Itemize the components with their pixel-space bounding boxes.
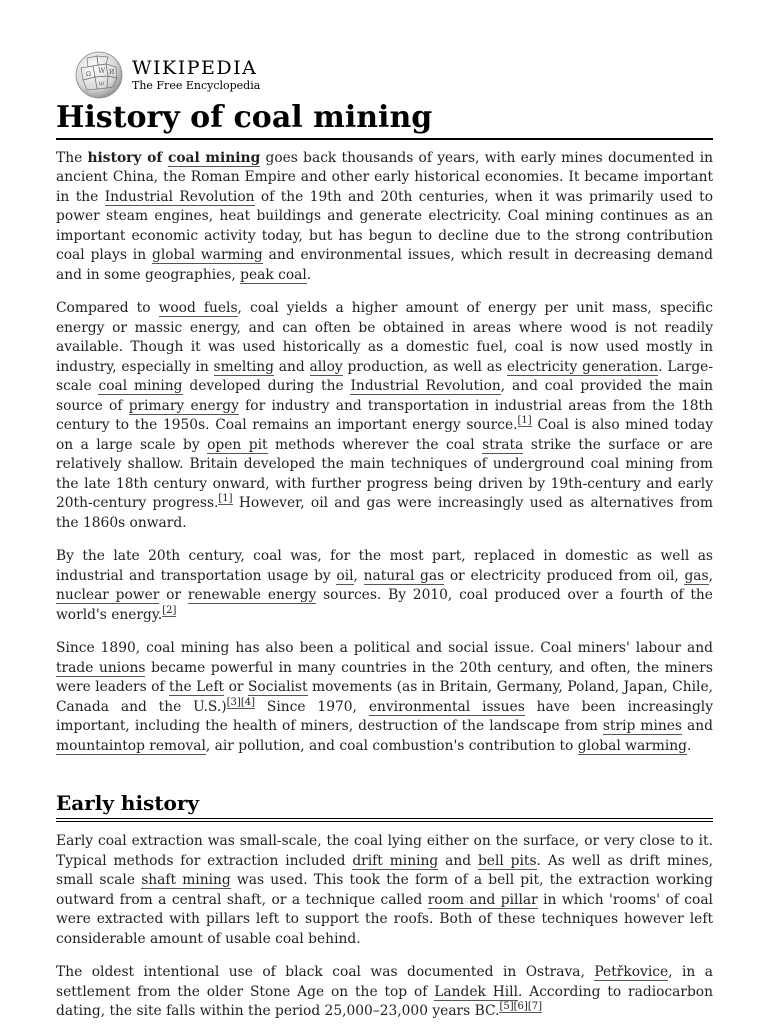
text-run: and: [438, 852, 478, 869]
text-run: .: [306, 266, 312, 283]
article-link[interactable]: coal mining: [167, 149, 261, 166]
text-run: , in a settlement from the older Stone Age on the top of: [56, 964, 714, 1000]
citation-link[interactable]: [1]: [218, 493, 233, 505]
svg-text:И: И: [109, 69, 115, 76]
text-run: The: [56, 149, 88, 166]
article-paragraph: [56, 149, 713, 286]
text-run: or: [224, 679, 248, 695]
article-link[interactable]: environmental issues: [368, 698, 525, 715]
text-run: and: [273, 358, 310, 375]
text-run: methods wherever the coal: [267, 436, 483, 453]
article-link[interactable]: oil: [336, 567, 354, 584]
article-link[interactable]: bell pits: [477, 852, 537, 869]
citation-link[interactable]: [1]: [517, 415, 532, 427]
article-link[interactable]: Industrial Revolution: [350, 378, 501, 394]
page-title: History of coal mining: [56, 100, 713, 140]
text-run: .: [687, 737, 692, 754]
article-link[interactable]: gas: [684, 567, 709, 584]
citation-ref[interactable]: [499, 1001, 513, 1013]
article-link[interactable]: shaft mining: [141, 872, 231, 888]
text-run: ,: [708, 567, 713, 584]
article-link[interactable]: drift mining: [352, 852, 439, 869]
svg-text:Ω: Ω: [86, 71, 91, 78]
article-page: [56, 50, 713, 1036]
citation-ref[interactable]: [518, 415, 532, 427]
citation-ref[interactable]: [218, 493, 232, 505]
text-run: was used. This took the form of a bell pit, the extraction working outward from a central shaft, or a technique called: [56, 872, 713, 908]
text-run: goes back thousands of years, with early mines documented in ancient China, the Roman Empire and other early historical economies. It became important in the: [56, 149, 714, 205]
article-body: [56, 149, 713, 1022]
text-run: , and coal provided the main source of: [56, 378, 714, 414]
citation-ref[interactable]: [514, 1001, 528, 1013]
article-link[interactable]: the Left: [169, 679, 225, 695]
citation-link[interactable]: [6]: [513, 1001, 528, 1013]
text-run: Compared to: [56, 300, 159, 316]
text-run: became powerful in many countries in the 20th century, and often, the miners were leaders of: [56, 659, 713, 695]
article-link[interactable]: peak coal: [240, 266, 307, 283]
article-link[interactable]: Socialist: [247, 679, 308, 695]
text-run: Coal is also mined today on a large scale by: [56, 417, 713, 453]
article-link[interactable]: open pit: [207, 436, 268, 453]
article-link[interactable]: global warming: [577, 737, 687, 754]
article-link[interactable]: primary energy: [128, 397, 239, 414]
article-paragraph: [56, 547, 713, 625]
citation-link[interactable]: [7]: [527, 1001, 542, 1013]
article-link[interactable]: coal mining: [98, 378, 183, 394]
text-run: or electricity produced from oil,: [444, 567, 685, 584]
article-link[interactable]: global warming: [152, 247, 263, 263]
article-link[interactable]: renewable energy: [187, 587, 317, 603]
article-link[interactable]: Petřkovice: [594, 964, 669, 980]
text-run: sources. By 2010, coal produced over a fourth of the world's energy.: [56, 587, 713, 623]
site-wordmark[interactable]: [132, 59, 260, 91]
article-link[interactable]: room and pillar: [427, 891, 538, 908]
article-link[interactable]: trade unions: [56, 659, 146, 676]
bold-term: [168, 150, 260, 167]
text-run: , air pollution, and coal combustion's contribution to: [205, 737, 578, 754]
article-link[interactable]: nuclear power: [56, 587, 160, 603]
text-run: However, oil and gas were increasingly used as alternatives from the 1860s onward.: [56, 495, 713, 531]
text-run: , coal yields a higher amount of energy per unit mass, specific energy or massic energy, and can often be obtained in areas where wood is not readily available. Though it was used historically as a domestic fuel, coal is now used mostly in industry, especially in: [56, 300, 713, 375]
article-link[interactable]: wood fuels: [158, 300, 238, 316]
article-link[interactable]: mountaintop removal: [56, 737, 206, 754]
citation-link[interactable]: [3]: [226, 696, 241, 708]
bold-term: history of: [87, 149, 168, 166]
text-run: for industry and transportation in industrial areas from the 18th century to the 1950s. Coal remains an important energy source.: [56, 397, 713, 433]
citation-ref[interactable]: [162, 605, 176, 617]
svg-text:W: W: [98, 67, 106, 75]
citation-link[interactable]: [2]: [162, 604, 177, 616]
citation-ref[interactable]: [227, 697, 241, 709]
text-run: Early coal extraction was small-scale, the coal lying either on the surface, or very close to it. Typical methods for extraction included: [56, 833, 713, 869]
text-run: Since 1890, coal mining has also been a political and social issue. Coal miners' labour and: [56, 640, 713, 656]
article-link[interactable]: alloy: [309, 358, 343, 375]
text-run: developed during the: [182, 378, 351, 394]
text-run: have been increasingly important, including the health of miners, destruction of the landscape from: [56, 698, 714, 734]
text-run: movements (as in Britain, Germany, Poland, Japan, Chile, Canada and the U.S.): [56, 679, 713, 715]
text-run: strike the surface or are relatively shallow. Britain developed the main techniques of underground coal mining from the late 18th century onward, with further progress being driven by 19th-century and early 20th-century progress.: [56, 436, 713, 511]
article-paragraph: [56, 639, 713, 756]
text-run: in which 'rooms' of coal were extracted with pillars left to support the roofs. Both of these techniques however left considerable amount of usable coal behind.: [56, 891, 713, 947]
text-run: and: [681, 718, 713, 734]
article-link[interactable]: electricity generation: [506, 358, 659, 375]
article-paragraph: [56, 963, 713, 1022]
article-link[interactable]: strip mines: [602, 718, 682, 734]
citation-link[interactable]: [4]: [240, 696, 255, 708]
text-run: The oldest intentional use of black coal was documented in Ostrava,: [56, 964, 595, 980]
text-run: and environmental issues, which result in decreasing demand and in some geographies,: [56, 247, 713, 283]
text-run: Since 1970,: [254, 698, 369, 715]
article-link[interactable]: Landek Hill: [434, 983, 518, 1000]
citation-link[interactable]: [5]: [499, 1001, 514, 1013]
text-run: production, as well as: [342, 358, 507, 375]
text-run: . According to radiocarbon dating, the site falls within the period 25,000–23,000 years BC.: [56, 983, 713, 1019]
text-run: . Large-scale: [56, 358, 713, 394]
article-link[interactable]: Industrial Revolution: [104, 188, 255, 205]
text-run: By the late 20th century, coal was, for the most part, replaced in domestic as well as industrial and transportation usage by: [56, 548, 713, 584]
article-link[interactable]: smelting: [213, 358, 274, 375]
article-link[interactable]: natural gas: [363, 567, 445, 584]
wikipedia-globe-icon[interactable]: [73, 50, 125, 100]
site-tagline: The Free Encyclopedia: [132, 79, 261, 92]
citation-ref[interactable]: [528, 1001, 542, 1013]
section-heading: Early history: [56, 790, 713, 822]
text-run: of the 19th and 20th centuries, when it was primarily used to power steam engines, heat buildings and generate electricity. Coal mining continues as an important economic activity today, but has begun to decline due to the strong contribution coal plays in: [56, 188, 713, 263]
citation-ref[interactable]: [241, 697, 255, 709]
article-link[interactable]: strata: [482, 436, 524, 453]
text-run: or: [159, 587, 188, 603]
text-run: ,: [353, 567, 364, 584]
text-run: . As well as drift mines, small scale: [56, 852, 714, 888]
site-name: WIKIPEDIA: [132, 57, 258, 79]
site-header: [73, 50, 713, 100]
article-paragraph: [56, 832, 713, 949]
article-paragraph: [56, 299, 713, 533]
svg-text:ω: ω: [99, 80, 104, 87]
